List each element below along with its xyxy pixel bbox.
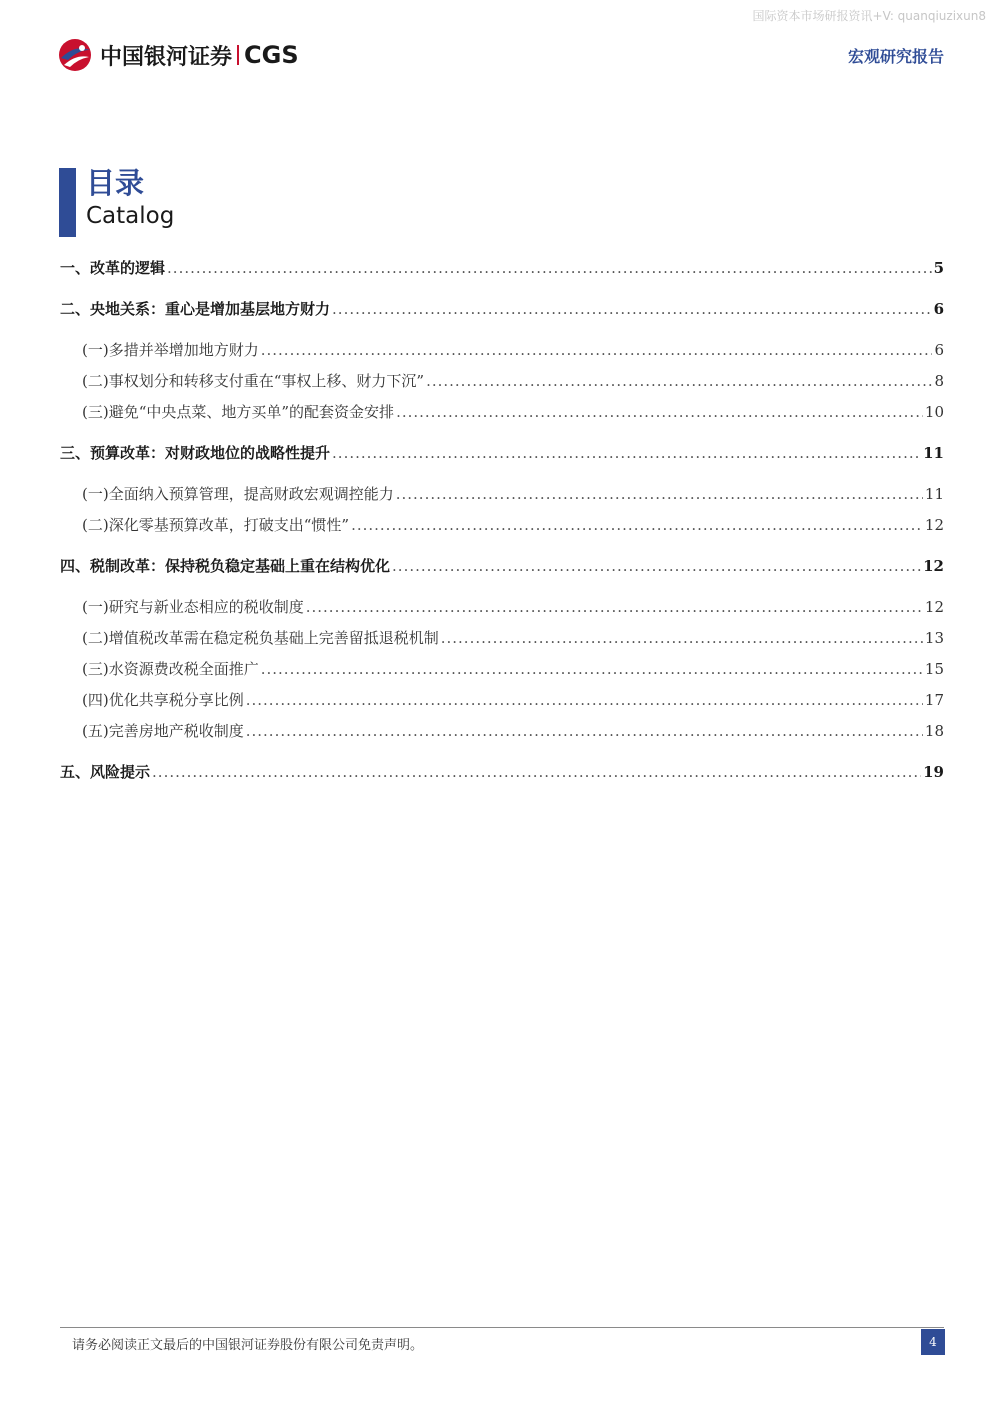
toc-dot-leader: [351, 516, 923, 534]
toc-dot-leader: [167, 259, 932, 277]
toc-entry[interactable]: [60, 401, 944, 425]
toc-entry-page: 17: [924, 691, 944, 709]
catalog-title-en: Catalog: [86, 203, 175, 229]
logo-english-name: CGS: [244, 41, 299, 69]
toc-entry[interactable]: [60, 514, 944, 538]
toc-dot-leader: [392, 557, 921, 575]
toc-entry-page: 6: [934, 341, 944, 359]
toc-entry-page: 6: [933, 300, 944, 318]
toc-dot-leader: [261, 341, 933, 359]
toc-dot-leader: [396, 485, 923, 503]
toc-dot-leader: [246, 722, 923, 740]
toc-entry-number: (四): [82, 691, 109, 709]
toc-dot-leader: [332, 300, 932, 318]
toc-entry-number: (三): [82, 403, 109, 421]
toc-entry[interactable]: [60, 627, 944, 651]
company-logo: [56, 38, 299, 72]
toc-entry-title: 优化共享税分享比例: [108, 691, 244, 709]
toc-entry-title: 增值税改革需在稳定税负基础上完善留抵退税机制: [108, 629, 439, 647]
toc-entry-title: 预算改革：对财政地位的战略性提升: [90, 444, 331, 462]
toc-entry-page: 18: [924, 722, 944, 740]
toc-entry-number: 四、: [60, 557, 91, 575]
toc-entry-title: 完善房地产税收制度: [108, 722, 244, 740]
toc-entry-number: (二): [82, 629, 109, 647]
toc-entry-title: 事权划分和转移支付重在“事权上移、财力下沉”: [108, 372, 425, 390]
page-number-badge: 4: [921, 1329, 945, 1355]
toc-entry-number: (二): [82, 516, 109, 534]
toc-entry-title: 风险提示: [90, 763, 151, 781]
toc-entry-number: 二、: [60, 300, 91, 318]
logo-divider: [237, 45, 239, 65]
toc-entry-title: 全面纳入预算管理，提高财政宏观调控能力: [108, 485, 394, 503]
report-type-label: 宏观研究报告: [847, 47, 944, 66]
toc-entry[interactable]: [60, 370, 944, 394]
toc-entry-page: 13: [924, 629, 944, 647]
toc-dot-leader: [396, 403, 923, 421]
toc-entry-title: 深化零基预算改革，打破支出“惯性”: [108, 516, 350, 534]
toc-dot-leader: [261, 660, 923, 678]
toc-entry-title: 水资源费改税全面推广: [108, 660, 259, 678]
catalog-title-cn: 目录: [86, 166, 145, 200]
toc-entry-title: 研究与新业态相应的税收制度: [108, 598, 304, 616]
galaxy-logo-icon: [56, 38, 94, 72]
toc-entry[interactable]: [60, 720, 944, 744]
toc-entry-page: 11: [923, 444, 944, 462]
toc-entry-number: (一): [82, 485, 109, 503]
toc-entry-number: (五): [82, 722, 109, 740]
toc-entry-page: 12: [923, 557, 944, 575]
toc-entry-number: 一、: [60, 259, 91, 277]
toc-dot-leader: [152, 763, 921, 781]
toc-entry[interactable]: [60, 596, 944, 620]
toc-entry[interactable]: [60, 761, 944, 785]
toc-entry-number: (二): [82, 372, 109, 390]
toc-entry[interactable]: [60, 555, 944, 579]
toc-dot-leader: [306, 598, 923, 616]
toc-dot-leader: [426, 372, 932, 390]
toc-entry[interactable]: [60, 483, 944, 507]
toc-entry[interactable]: [60, 339, 944, 363]
toc-entry-page: 19: [923, 763, 944, 781]
toc-entry-page: 12: [924, 516, 944, 534]
toc-entry-page: 5: [933, 259, 944, 277]
toc-entry-number: (三): [82, 660, 109, 678]
footer-disclaimer: 请务必阅读正文最后的中国银河证券股份有限公司免责声明。: [72, 1338, 424, 1353]
toc-entry[interactable]: [60, 442, 944, 466]
toc-entry-page: 8: [934, 372, 944, 390]
catalog-accent-bar: [59, 168, 76, 237]
toc-entry[interactable]: [60, 658, 944, 682]
watermark-text: 国际资本市场研报资讯+V: quanqiuzixun8: [752, 9, 986, 23]
toc-entry-page: 12: [924, 598, 944, 616]
toc-entry-number: 五、: [60, 763, 91, 781]
toc-entry[interactable]: [60, 257, 944, 281]
toc-dot-leader: [332, 444, 921, 462]
footer-divider: [60, 1327, 944, 1328]
toc-dot-leader: [441, 629, 923, 647]
toc-entry-number: (一): [82, 341, 109, 359]
toc-entry-title: 央地关系：重心是增加基层地方财力: [90, 300, 331, 318]
toc-entry-page: 15: [924, 660, 944, 678]
toc-dot-leader: [246, 691, 923, 709]
toc-entry-page: 10: [924, 403, 944, 421]
logo-chinese-name: 中国银河证券: [100, 44, 233, 70]
toc-entry-title: 改革的逻辑: [90, 259, 166, 277]
toc-entry-number: 三、: [60, 444, 91, 462]
toc-entry[interactable]: [60, 298, 944, 322]
toc-entry[interactable]: [60, 689, 944, 713]
toc-entry-page: 11: [924, 485, 944, 503]
toc-entry-number: (一): [82, 598, 109, 616]
toc-entry-title: 多措并举增加地方财力: [108, 341, 259, 359]
toc-entry-title: 避免“中央点菜、地方买单”的配套资金安排: [108, 403, 395, 421]
toc-entry-title: 税制改革：保持税负稳定基础上重在结构优化: [90, 557, 391, 575]
